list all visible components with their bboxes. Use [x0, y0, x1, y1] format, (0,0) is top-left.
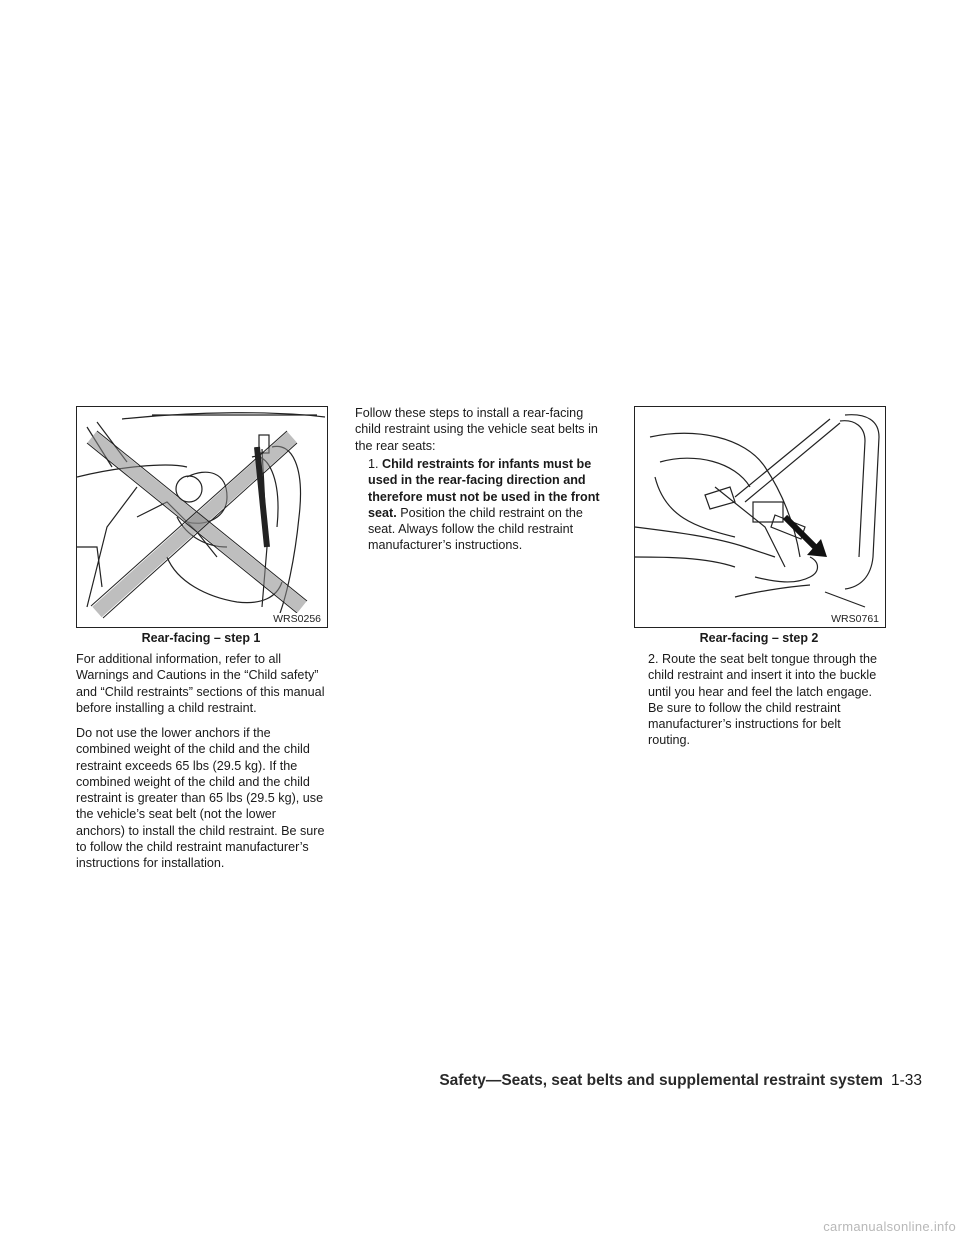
illustration-rear-facing-step2: [635, 407, 885, 627]
step-2-number: 2.: [648, 652, 659, 666]
step-1: [368, 456, 607, 554]
footer-section-title: Safety—Seats, seat belts and supplemental restraint system: [439, 1072, 883, 1089]
page-number: 1-33: [890, 1072, 922, 1089]
page-footer: [439, 1072, 922, 1090]
step-1-warning: Child restraints for infants must be used in the rear-facing direction and therefore must not be used in the front seat.: [368, 457, 600, 520]
step-2-text: Route the seat belt tongue through the child restraint and insert it into the buckle until you hear and feel the latch engage. Be sure to follow the child restraint manufacturer’s instructions for belt routing.: [648, 652, 877, 748]
step-2: [648, 651, 886, 749]
step-1-number: 1.: [368, 457, 379, 471]
paragraph-steps-intro: Follow these steps to install a rear-facing child restraint using the vehicle seat belts in the rear seats:: [355, 406, 598, 453]
figure-rear-facing-step2: [634, 406, 886, 628]
figure-code: WRS0761: [831, 613, 879, 625]
figure-code: WRS0256: [273, 613, 321, 625]
figure-caption: Rear-facing – step 2: [699, 631, 819, 645]
paragraph-additional-info: For additional information, refer to all Warnings and Cautions in the “Child safety” and “Child restraints” sections of this manual before installing a child restraint.: [76, 652, 325, 715]
figure-caption: Rear-facing – step 1: [141, 631, 261, 645]
step-1-text: Position the child restraint on the seat. Always follow the child restraint manufacturer’s instructions.: [368, 505, 583, 553]
figure-rear-facing-step1: [76, 406, 328, 628]
illustration-rear-facing-step1: [77, 407, 327, 627]
paragraph-lower-anchors: Do not use the lower anchors if the combined weight of the child and the child restraint exceeds 65 lbs (29.5 kg). If the combined weight of the child and the child restraint is greater than 65 lbs (29.5 kg), use the vehicle’s seat belt (not the lower anchors) to install the child restraint. Be sure to follow the child restraint manufacturer’s instructions for installation.: [76, 726, 325, 871]
watermark: carmanualsonline.info: [823, 1219, 956, 1234]
